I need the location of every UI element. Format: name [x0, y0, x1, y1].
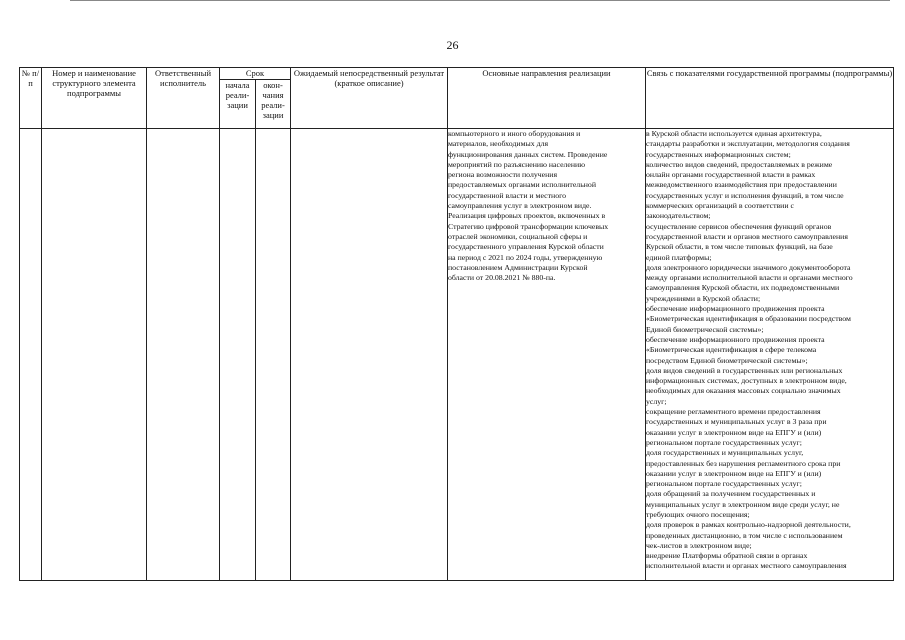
- text-line: сокращение регламентного времени предоставления: [646, 407, 821, 417]
- cell-num: [20, 129, 42, 581]
- text-line: муниципальных услуг в электронном виде среди услуг, не: [646, 499, 840, 509]
- text-line: межведомственного взаимодействия при предоставлении: [646, 180, 837, 190]
- header-num: № п/п: [20, 68, 42, 129]
- text-line: самоуправления услуг в электронном виде.: [448, 201, 592, 211]
- text-line: доля видов сведений в государственных или региональных: [646, 365, 843, 375]
- header-directions: Основные направления реализации: [448, 68, 646, 129]
- text-line: требующих очного посещения;: [646, 509, 750, 519]
- text-line: внедрение Платформы обратной связи в органах: [646, 551, 808, 561]
- text-line: мероприятий по разъяснению населению: [448, 159, 586, 169]
- top-rule: [70, 0, 890, 1]
- text-line: доля электронного юридически значимого документооборота: [646, 262, 851, 272]
- text-line: доля проверок в рамках контрольно-надзорной деятельности,: [646, 520, 851, 530]
- page-number: 26: [446, 38, 459, 52]
- header-executor: Ответственный исполнитель: [147, 68, 220, 129]
- cell-term-start: [220, 129, 256, 581]
- header-expected-result: Ожидаемый непосредственный результат (краткое описание): [291, 68, 448, 129]
- text-line: материалов, необходимых для: [448, 139, 549, 149]
- text-line: исполнительной власти и органах местного самоуправления: [646, 561, 847, 571]
- text-line: Реализация цифровых проектов, включенных в: [448, 211, 606, 221]
- text-line: самоуправления Курской области, их подведомственными: [646, 283, 840, 293]
- text-line: в Курской области используется единая архитектура,: [646, 129, 822, 138]
- table-row: [20, 129, 894, 581]
- text-line: государственных услуг и исполнения функций, в том числе: [646, 190, 844, 200]
- text-line: Единой биометрической системы»;: [646, 324, 764, 334]
- cell-directions: [448, 129, 646, 581]
- text-line: Курской области, в том числе типовых функций, на базе: [646, 242, 833, 252]
- text-line: количество видов сведений, предоставляемых в режиме: [646, 159, 833, 169]
- cell-link-indicators: [646, 129, 894, 581]
- text-line: оказании услуг в электронном виде на ЕПГУ и (или): [646, 468, 822, 478]
- text-line: функционирования данных систем. Проведение: [448, 149, 608, 159]
- cell-term-end: [256, 129, 291, 581]
- text-line: доля государственных и муниципальных услуг,: [646, 448, 804, 458]
- text-line: Стратегию цифровой трансформации ключевых: [448, 221, 609, 231]
- text-line: отраслей экономики, социальной сферы и: [448, 231, 588, 241]
- text-line: государственного управления Курской области: [448, 242, 604, 252]
- text-line: обеспечение информационного продвижения проекта: [646, 304, 825, 314]
- text-line: доля обращений за получением государственных и: [646, 489, 816, 499]
- text-line: региональном портале государственных услуг;: [646, 479, 802, 489]
- text-line: информационных системах, доступных в электронном виде,: [646, 376, 847, 386]
- program-table: [19, 67, 894, 581]
- text-line: компьютерного и иного оборудования и: [448, 129, 581, 138]
- header-link-indicators: Связь с показателями государственной программы (подпрограммы): [646, 68, 894, 129]
- text-line: региональном портале государственных услуг;: [646, 437, 802, 447]
- text-line: постановлением Администрации Курской: [448, 262, 588, 272]
- text-line: стандарты разработки и эксплуатации, методология создания: [646, 139, 850, 149]
- text-line: учреждениями в Курской области;: [646, 293, 761, 303]
- text-line: государственной власти и местного: [448, 190, 566, 200]
- text-line: государственной власти и органов местного самоуправления: [646, 231, 848, 241]
- text-line: предоставляемых органами исполнительной: [448, 180, 596, 190]
- text-line: оказании услуг в электронном виде на ЕПГУ и (или): [646, 427, 822, 437]
- cell-executor: [147, 129, 220, 581]
- text-line: на период с 2021 по 2024 годы, утвержденную: [448, 252, 603, 262]
- text-line: «Биометрическая идентификация в сфере телекома: [646, 345, 817, 355]
- header-term-start: начала реали-зации: [220, 80, 256, 129]
- text-line: единой платформы;: [646, 252, 712, 262]
- text-line: законодательством;: [646, 211, 711, 221]
- text-line: обеспечение информационного продвижения проекта: [646, 334, 825, 344]
- text-line: посредством Единой биометрической системы»;: [646, 355, 808, 365]
- text-line: осуществление сервисов обеспечения функций органов: [646, 221, 832, 231]
- text-line: чек-листов в электронном виде;: [646, 540, 752, 550]
- header-term-end: окон-чания реали-зации: [256, 80, 291, 129]
- text-line: онлайн органами государственной власти в рамках: [646, 170, 816, 180]
- header-structural-element: Номер и наименование структурного элемента подпрограммы: [42, 68, 147, 129]
- text-line: между органами исполнительной власти и органами местного: [646, 273, 853, 283]
- text-line: предоставленных без нарушения регламентного срока при: [646, 458, 841, 468]
- text-line: необходимых для оказания массовых социально значимых: [646, 386, 841, 396]
- text-line: региона возможности получения: [448, 170, 558, 180]
- text-line: «Биометрическая идентификация в образовании посредством: [646, 314, 851, 324]
- text-line: области от 20.08.2021 № 880-па.: [448, 273, 556, 283]
- cell-structural-element: [42, 129, 147, 581]
- text-line: государственных и муниципальных услуг в 3 раза при: [646, 417, 827, 427]
- text-line: проведенных дистанционно, в том числе с использованием: [646, 530, 843, 540]
- cell-expected-result: [291, 129, 448, 581]
- text-line: государственных информационных систем;: [646, 149, 791, 159]
- text-line: услуг;: [646, 396, 667, 406]
- header-term: Срок: [220, 68, 291, 80]
- text-line: коммерческих организаций в соответствии с: [646, 201, 794, 211]
